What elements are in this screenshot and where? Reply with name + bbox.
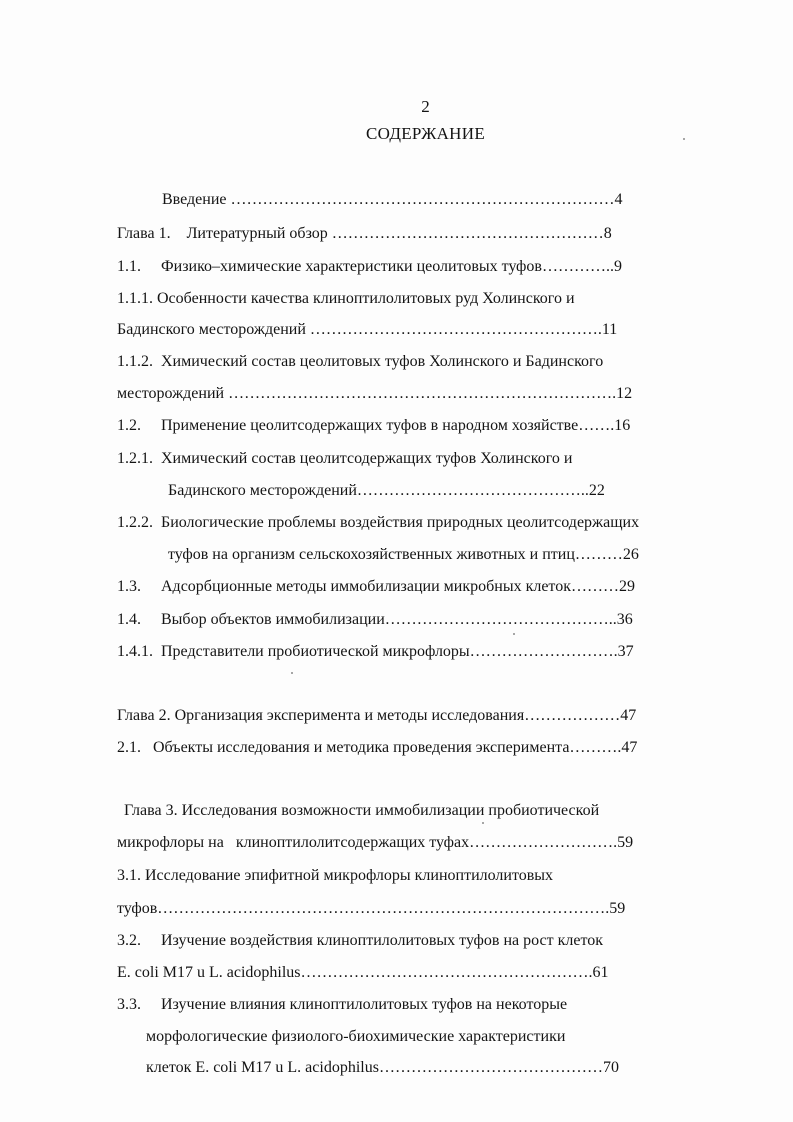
scan-speck — [482, 822, 484, 824]
toc-section-1-1: 1.1. Физико–химические характеристики цеолитовых туфов…………..9 — [117, 258, 622, 275]
toc-section-1-2: 1.2. Применение цеолитсодержащих туфов в народном хозяйстве…….16 — [117, 417, 631, 434]
scan-speck — [683, 138, 685, 140]
scan-speck — [291, 672, 293, 674]
toc-section-3-3-line2: морфологические физиолого-биохимические характеристики — [146, 1028, 566, 1045]
toc-section-3-3-line3: клеток E. coli M17 u L. acidophilus……………………………………70 — [146, 1059, 619, 1076]
toc-section-1-4: 1.4. Выбор объектов иммобилизации……………………………………..36 — [117, 611, 633, 628]
toc-section-1-1-2-line2: месторождений ……………………………………………………………….12 — [117, 385, 633, 402]
toc-section-1-2-1-line2: Бадинского месторождений……………………………………..22 — [168, 482, 605, 499]
toc-section-1-4-1: 1.4.1. Представители пробиотической микрофлоры……………………….37 — [117, 643, 634, 660]
toc-section-2-1: 2.1. Объекты исследования и методика проведения эксперимента……….47 — [117, 739, 638, 756]
toc-chapter-2: Глава 2. Организация эксперимента и методы исследования………………47 — [117, 707, 637, 724]
toc-section-3-2-line1: 3.2. Изучение воздействия клиноптилолитовых туфов на рост клеток — [117, 932, 604, 949]
toc-section-1-2-2-line2: туфов на организм сельскохозяйственных животных и птиц………26 — [168, 546, 639, 563]
toc-section-1-3: 1.3. Адсорбционные методы иммобилизации микробных клеток………29 — [117, 578, 635, 595]
contents-heading: СОДЕРЖАНИЕ — [365, 124, 486, 143]
toc-section-1-1-1-line2: Бадинского месторождений ……………………………………………….11 — [117, 321, 618, 338]
toc-chapter-1: Глава 1. Литературный обзор ……………………………………………8 — [117, 225, 612, 242]
toc-section-3-3-line1: 3.3. Изучение влияния клиноптилолитовых туфов на некоторые — [117, 996, 568, 1013]
toc-section-3-1-line1: 3.1. Исследование эпифитной микрофлоры клиноптилолитовых — [117, 867, 554, 884]
toc-section-3-2-line2: E. coli M17 u L. acidophilus……………………………………………….61 — [117, 964, 609, 981]
toc-section-1-1-2-line1: 1.1.2. Химический состав цеолитовых туфов Холинского и Бадинского — [117, 353, 604, 370]
toc-chapter-3-line2: микрофлоры на клиноптилолитсодержащих туфах……………………….59 — [117, 834, 634, 851]
toc-section-1-2-2-line1: 1.2.2. Биологические проблемы воздействия природных цеолитсодержащих — [117, 514, 640, 531]
toc-section-3-1-line2: туфов………………………………………………………………………….59 — [117, 900, 626, 917]
toc-section-1-2-1-line1: 1.2.1. Химический состав цеолитсодержащих туфов Холинского и — [117, 450, 573, 467]
page-number: 2 — [421, 97, 430, 116]
toc-chapter-3-line1: Глава 3. Исследования возможности иммобилизации пробиотической — [124, 802, 600, 819]
toc-section-1-1-1-line1: 1.1.1. Особенности качества клиноптилолитовых руд Холинского и — [117, 290, 575, 307]
toc-intro: Введение ………………………………………………………………4 — [162, 191, 623, 208]
scan-speck — [513, 633, 515, 635]
